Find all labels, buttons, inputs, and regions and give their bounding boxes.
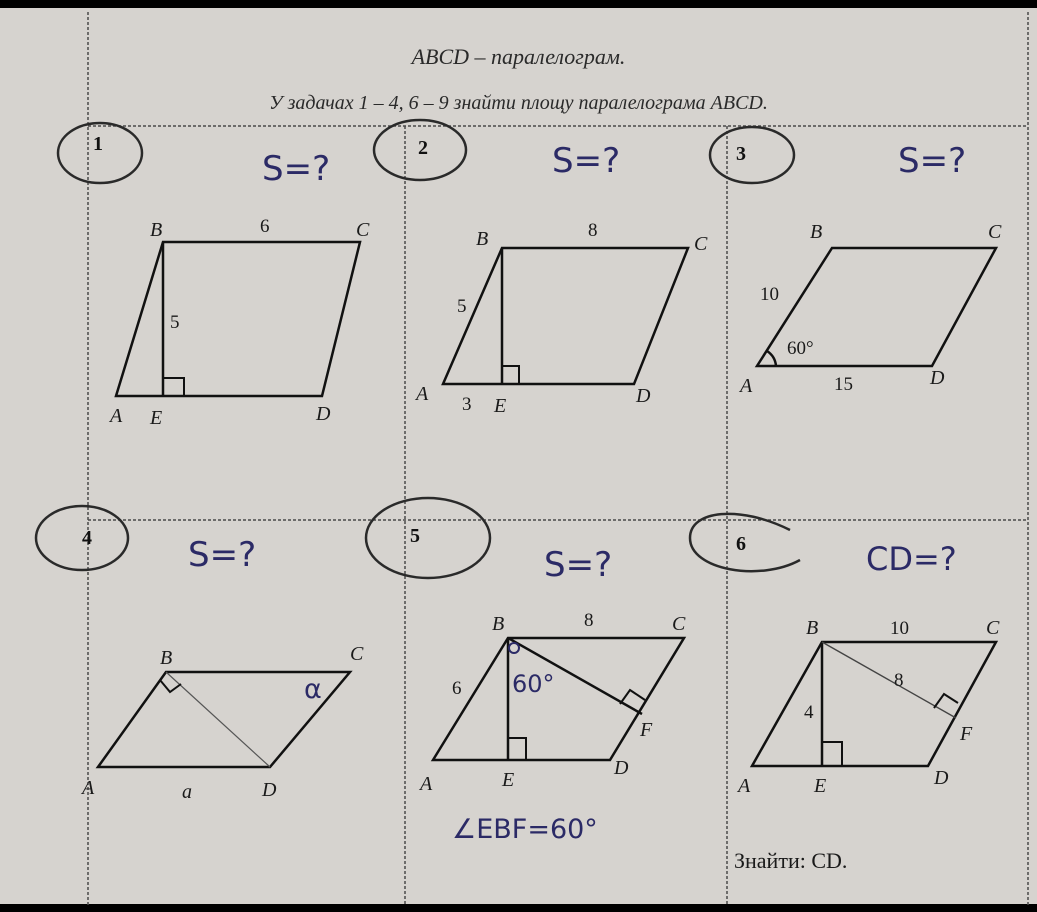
problem-4 xyxy=(36,506,364,803)
problem-2 xyxy=(374,120,708,417)
vertex-b: B xyxy=(160,647,173,669)
parallelogram xyxy=(752,642,996,766)
vertex-d: D xyxy=(636,385,651,407)
parallelogram xyxy=(116,242,360,396)
height-be-value: 5 xyxy=(170,312,180,333)
vertex-d: D xyxy=(316,403,331,425)
vertex-a: A xyxy=(82,777,95,799)
segment-bf-value: 8 xyxy=(894,670,904,691)
vertex-e: E xyxy=(814,775,827,797)
find-cd-label: Знайти: CD. xyxy=(734,848,848,873)
right-angle-mark-e xyxy=(508,738,526,760)
height-be-value: 4 xyxy=(804,702,814,723)
vertex-a: A xyxy=(416,383,429,405)
parallelogram xyxy=(443,248,688,384)
problem-3 xyxy=(710,127,1002,397)
vertex-d: D xyxy=(262,779,277,801)
vertex-d: D xyxy=(614,757,629,779)
problem-number: 4 xyxy=(82,527,92,549)
diagonal-bd xyxy=(166,672,270,767)
problem-6 xyxy=(690,514,1000,873)
angle-mark xyxy=(509,643,519,653)
vertex-f: F xyxy=(640,719,653,741)
side-ab-value: 10 xyxy=(760,284,779,305)
vertex-b: B xyxy=(476,228,489,250)
vertex-c: C xyxy=(988,221,1002,243)
vertex-a: A xyxy=(110,405,123,427)
vertex-c: C xyxy=(356,219,370,241)
vertex-c: C xyxy=(986,617,1000,639)
side-bc-value: 8 xyxy=(584,610,594,631)
vertex-b: B xyxy=(150,219,163,241)
vertex-c: C xyxy=(672,613,686,635)
circle-mark xyxy=(710,127,794,183)
vertex-a: A xyxy=(738,775,751,797)
vertex-e: E xyxy=(150,407,163,429)
vertex-a: A xyxy=(740,375,753,397)
vertex-b: B xyxy=(806,617,819,639)
problem-number: 2 xyxy=(418,137,428,159)
vertex-c: C xyxy=(694,233,708,255)
vertex-e: E xyxy=(502,769,515,791)
side-ab-value: 6 xyxy=(452,678,462,699)
side-ad-value: a xyxy=(182,781,192,803)
vertex-a: A xyxy=(420,773,433,795)
worksheet-instructions: У задачах 1 – 4, 6 – 9 знайти площу паралелограма ABCD. xyxy=(269,92,768,114)
vertex-f: F xyxy=(960,723,973,745)
angle-arc xyxy=(767,351,776,366)
side-ad-value: 15 xyxy=(834,374,853,395)
right-angle-mark-e xyxy=(822,742,842,766)
problem-question: S=? xyxy=(544,545,613,585)
worksheet-title: ABCD – паралелограм. xyxy=(411,44,626,69)
problem-5 xyxy=(366,498,686,845)
vertex-e: E xyxy=(494,395,507,417)
problem-number: 6 xyxy=(736,533,746,555)
vertex-d: D xyxy=(930,367,945,389)
right-angle-mark xyxy=(160,680,181,692)
segment-ae-value: 3 xyxy=(462,394,472,415)
side-bc-value: 8 xyxy=(588,220,598,241)
given-angle-note: ∠EBF=60° xyxy=(452,814,598,845)
right-angle-mark xyxy=(163,378,184,396)
problem-question: S=? xyxy=(898,141,967,181)
angle-a-value: 60° xyxy=(787,338,814,359)
right-angle-mark-f xyxy=(620,690,645,704)
side-ab-value: 5 xyxy=(457,296,467,317)
problem-question: S=? xyxy=(188,535,257,575)
problem-number: 5 xyxy=(410,525,420,547)
side-bc-value: 6 xyxy=(260,216,270,237)
right-angle-mark-f xyxy=(934,694,958,708)
vertex-d: D xyxy=(934,767,949,789)
circle-mark xyxy=(366,498,490,578)
problem-question: CD=? xyxy=(866,540,957,578)
problem-number: 1 xyxy=(93,133,103,155)
parallelogram xyxy=(433,638,684,760)
problem-1 xyxy=(58,123,370,429)
angle-ebf-value: 60° xyxy=(512,670,555,698)
problem-question: S=? xyxy=(262,149,331,189)
vertex-c: C xyxy=(350,643,364,665)
right-angle-mark xyxy=(502,366,519,384)
side-bc-value: 10 xyxy=(890,618,909,639)
vertex-b: B xyxy=(810,221,823,243)
angle-alpha-label: α xyxy=(304,674,322,705)
problem-number: 3 xyxy=(736,143,746,165)
vertex-b: B xyxy=(492,613,505,635)
problem-question: S=? xyxy=(552,141,621,181)
